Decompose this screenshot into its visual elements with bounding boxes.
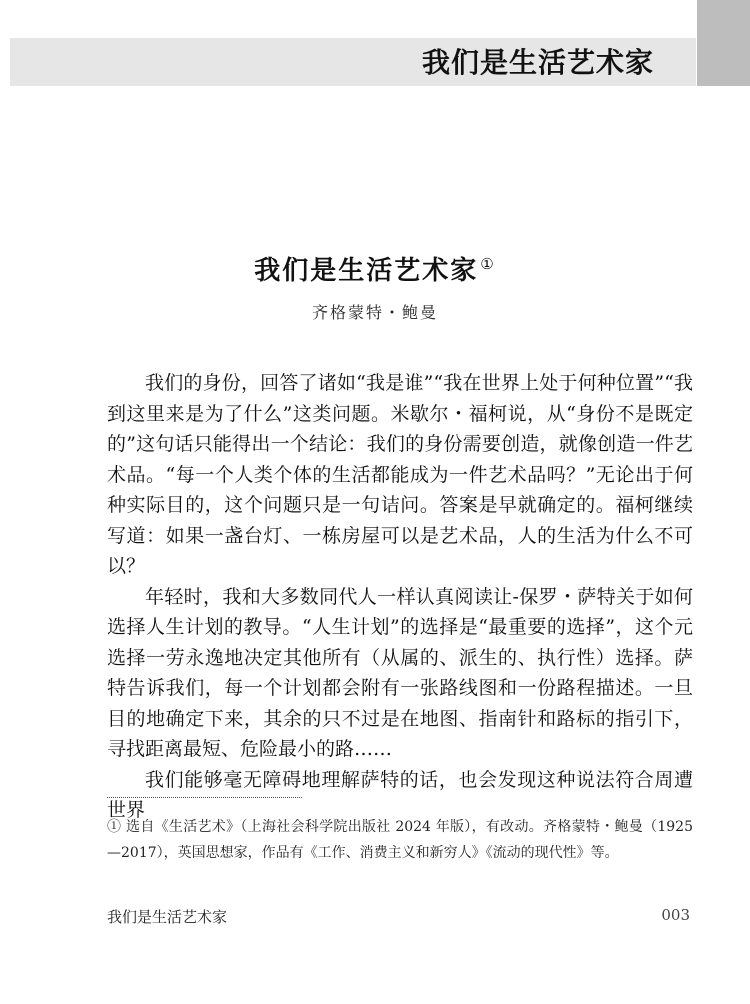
paragraph-2: 年轻时，我和大多数同代人一样认真阅读让-保罗・萨特关于如何选择人生计划的教导。“人生计划”的选择是“最重要的选择”，这个元选择一劳永逸地决定其他所有（从属的、派生的、执行性）选择。萨特告诉我们，每一个计划都会附有一张路线图和一份路程描述。一旦目的地确定下来，其余的只不过是在地图、指南针和路标的指引下，寻找距离最短、危险最小的路……	[107, 585, 693, 760]
footer-title: 我们是生活艺术家	[107, 908, 228, 926]
footnote-divider	[107, 797, 302, 798]
page-number: 003	[661, 906, 690, 924]
article-body	[107, 368, 693, 826]
article-title	[0, 250, 750, 287]
running-header-title: 我们是生活艺术家	[421, 46, 654, 79]
footnote-marker[interactable]: ①	[480, 255, 496, 273]
footnote: ① 选自《生活艺术》（上海社会科学院出版社 2024 年版），有改动。齐格蒙特・鲍曼（1925—2017），英国思想家，作品有《工作、消费主义和新穷人》《流动的现代性》等。	[107, 819, 693, 861]
paragraph-1: 我们的身份，回答了诸如“我是谁”“我在世界上处于何种位置”“我到这里来是为了什么”这类问题。米歇尔・福柯说，从“身份不是既定的”这句话只能得出一个结论：我们的身份需要创造，就像创造一件艺术品。“每一个人类个体的生活都能成为一件艺术品吗？”无论出于何种实际目的，这个问题只是一句诘问。答案是早就确定的。福柯继续写道：如果一盏台灯、一栋房屋可以是艺术品，人的生活为什么不可以？	[107, 372, 693, 577]
paragraph-3: 我们能够毫无障碍地理解萨特的话，也会发现这种说法符合周遭世界	[107, 768, 693, 821]
author-name: 齐格蒙特・鲍曼	[311, 303, 438, 322]
side-tab	[697, 0, 750, 86]
article-title-text: 我们是生活艺术家	[254, 256, 479, 286]
